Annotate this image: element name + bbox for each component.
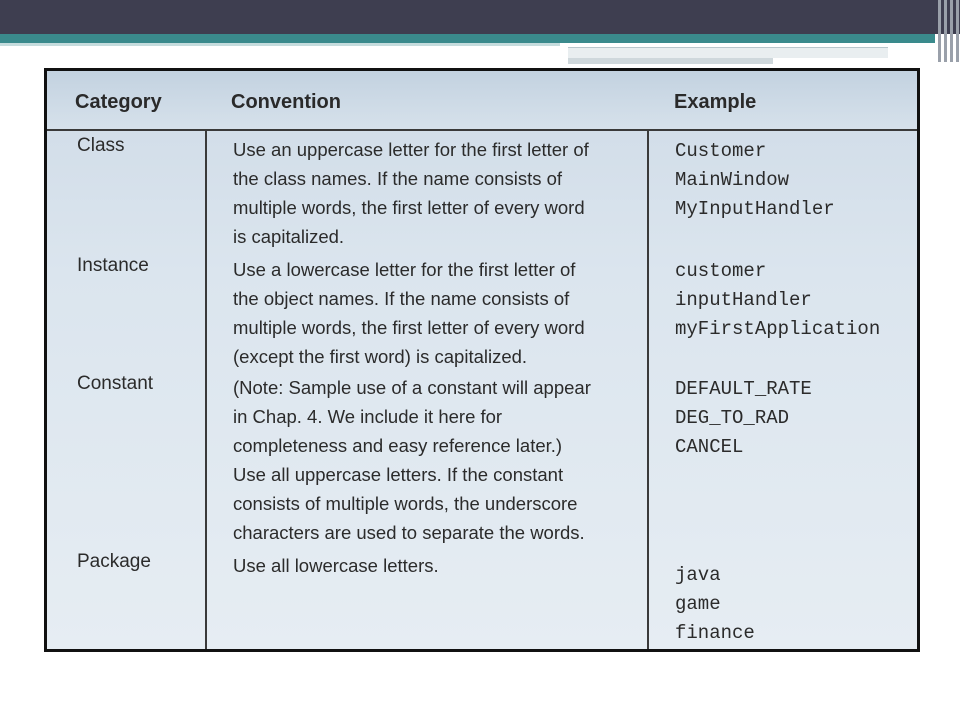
convention-cell: [233, 135, 633, 251]
example-line: MainWindow: [675, 169, 790, 191]
table-row: [47, 551, 917, 644]
table-row: [47, 135, 917, 255]
category-cell: Class: [77, 135, 125, 156]
example-line: MyInputHandler: [675, 198, 835, 220]
example-line: myFirstApplication: [675, 318, 881, 340]
example-line: Customer: [675, 140, 767, 162]
convention-line: consists of multiple words, the underscore: [233, 493, 578, 514]
category-cell: Instance: [77, 255, 149, 276]
slide-accent-band: [0, 34, 935, 43]
convention-line: the object names. If the name consists of: [233, 288, 570, 309]
slide-title-underline: [568, 47, 888, 58]
example-cell: [675, 375, 812, 462]
example-line: customer: [675, 260, 767, 282]
header-category: Category: [75, 91, 162, 113]
example-line: finance: [675, 622, 755, 644]
example-line: DEFAULT_RATE: [675, 378, 812, 400]
example-line: DEG_TO_RAD: [675, 407, 790, 429]
convention-line: the class names. If the name consists of: [233, 168, 563, 189]
convention-line: in Chap. 4. We include it here for: [233, 406, 503, 427]
header-example: Example: [674, 91, 757, 113]
convention-line: (except the first word) is capitalized.: [233, 346, 528, 367]
convention-cell: [233, 551, 633, 580]
example-cell: [675, 137, 835, 224]
convention-line: (Note: Sample use of a constant will appear: [233, 377, 591, 398]
example-line: game: [675, 593, 721, 615]
header-convention: Convention: [231, 91, 341, 113]
table-row: [47, 255, 917, 373]
table-row: [47, 373, 917, 551]
slide-accent-line: [0, 43, 560, 46]
example-line: inputHandler: [675, 289, 812, 311]
example-cell: [675, 561, 755, 648]
convention-line: Use all uppercase letters. If the constant: [233, 464, 564, 485]
naming-conventions-table: [44, 68, 920, 652]
convention-line: completeness and easy reference later.): [233, 435, 563, 456]
example-line: CANCEL: [675, 436, 744, 458]
example-line: java: [675, 564, 721, 586]
convention-cell: [233, 373, 633, 547]
table-header-row: [47, 71, 917, 131]
convention-cell: [233, 255, 633, 371]
category-cell: Constant: [77, 373, 154, 394]
convention-line: characters are used to separate the words.: [233, 522, 585, 543]
convention-line: multiple words, the first letter of every word: [233, 317, 585, 338]
convention-line: multiple words, the first letter of every word: [233, 197, 585, 218]
convention-line: is capitalized.: [233, 226, 345, 247]
convention-line: Use an uppercase letter for the first letter of: [233, 139, 589, 160]
convention-line: Use a lowercase letter for the first letter of: [233, 259, 576, 280]
convention-line: Use all lowercase letters.: [233, 555, 439, 576]
category-cell: Package: [77, 551, 151, 572]
example-cell: [675, 257, 880, 344]
slide-corner-stripes: [936, 0, 960, 62]
slide-top-bar: [0, 0, 960, 34]
slide-title-underline-secondary: [568, 58, 773, 64]
